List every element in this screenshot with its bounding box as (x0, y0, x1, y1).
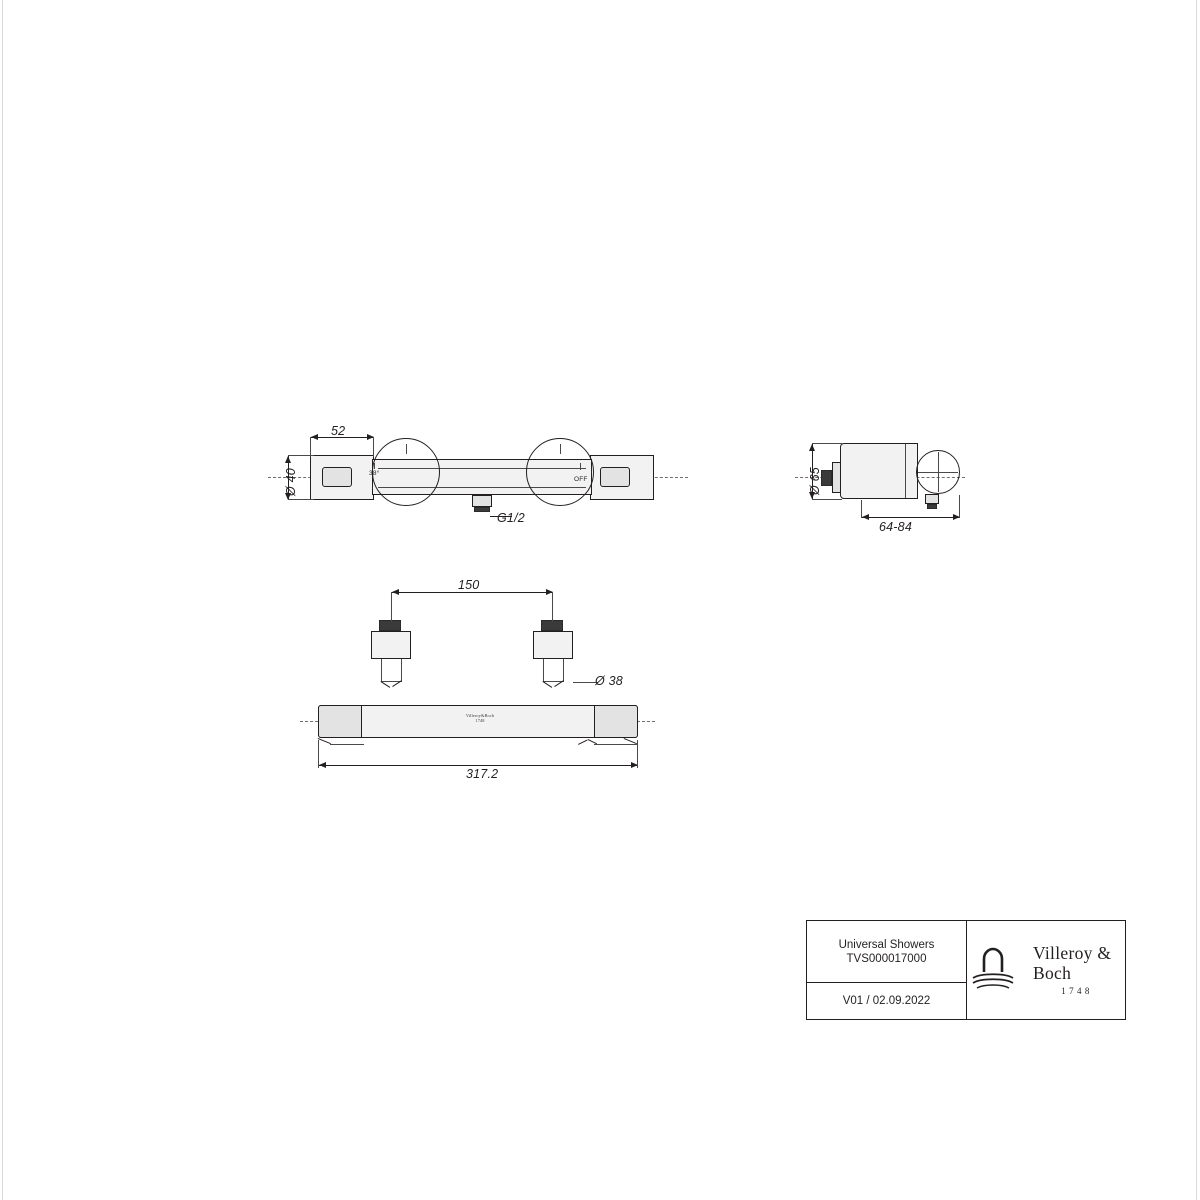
dim-arrow-150-left (392, 589, 399, 595)
titleblock (806, 920, 1126, 1020)
dim-arrow-64-84-left (862, 514, 869, 520)
ext-line-64-84-right (959, 495, 960, 518)
temperature-handle-grip (322, 467, 352, 487)
body-logo (460, 714, 500, 723)
handle-knob-side-axis (918, 472, 958, 473)
brand-name: Villeroy & Boch (1033, 943, 1112, 984)
ext-line-52-right (373, 437, 374, 457)
bar-foot-left (318, 738, 331, 744)
inlet-cone-right-b (563, 659, 564, 681)
dim-text-150: 150 (458, 578, 480, 592)
temperature-setpoint-label: 38° (369, 470, 380, 477)
ext-line-dia65-bottom (812, 499, 842, 500)
dim-line-64-84 (861, 517, 960, 518)
flow-off-tick (580, 463, 581, 470)
ext-line-dia40-bottom (288, 499, 314, 500)
mixer-bar-front-right-cap (594, 705, 638, 738)
inlet-cone-left-a (381, 659, 382, 681)
dim-text-64-84: 64-84 (879, 520, 912, 534)
dim-arrow-317-left (319, 762, 326, 768)
inlet-cone-right-a (543, 659, 544, 681)
dim-text-dia38: Ø 38 (595, 674, 623, 688)
body-logo-year: 1748 (475, 717, 485, 723)
ext-line-150-right (552, 592, 553, 622)
flow-handle-grip (600, 467, 630, 487)
body-logo-name: Villeroy&Boch (465, 713, 495, 718)
titleblock-product (807, 921, 966, 983)
vb-mercury-logo-icon (967, 946, 1019, 994)
ext-line-52-left (310, 437, 311, 457)
titleblock-brand (967, 921, 1125, 1019)
ext-line-64-84-left (861, 500, 862, 518)
temperature-knob-index (406, 444, 407, 454)
inlet-cone-left-chamfer-a (380, 681, 390, 688)
outlet-shoulder-front (578, 740, 587, 745)
article-number: TVS000017000 (846, 952, 927, 965)
mixer-body-side-edge (905, 444, 906, 498)
titleblock-info (807, 921, 967, 1019)
brand-wordmark (1033, 943, 1121, 997)
bar-foot-left-base (330, 744, 364, 745)
dim-text-dia40: Ø 40 (284, 468, 298, 496)
temperature-setpoint-tick (374, 463, 375, 469)
dim-arrow-dia65-top (809, 444, 815, 451)
ext-line-dia40-top (288, 455, 314, 456)
inlet-escutcheon-right (533, 631, 573, 659)
ext-line-317-right (637, 740, 638, 768)
mixer-bar-front-left-cap (318, 705, 362, 738)
inlet-thread-left (379, 620, 401, 631)
inlet-cone-right-chamfer-a (542, 681, 552, 688)
ext-line-317-left (318, 740, 319, 768)
flow-off-label: OFF (574, 476, 588, 483)
ext-line-dia65-top (812, 443, 842, 444)
product-family: Universal Showers (838, 938, 935, 951)
revision-text: V01 / 02.09.2022 (842, 995, 931, 1007)
bar-foot-right-base (594, 744, 638, 745)
titleblock-revision (807, 983, 966, 1019)
dim-text-52: 52 (331, 424, 346, 438)
sheet-border-left (2, 0, 3, 1200)
outlet-stub-side (925, 494, 939, 504)
label-g12: G1/2 (497, 511, 525, 525)
brand-year: 1748 (1061, 986, 1093, 997)
outlet-shoulder-front-b (588, 739, 597, 744)
sheet-border-right (1196, 0, 1197, 1200)
dim-arrow-dia40-top (285, 456, 291, 463)
dim-arrow-52-left (311, 434, 318, 440)
flow-knob-index (560, 444, 561, 454)
inlet-cone-left-b (401, 659, 402, 681)
dim-text-dia65: Ø 65 (808, 467, 822, 495)
dim-line-150 (391, 592, 553, 593)
inlet-escutcheon-left (371, 631, 411, 659)
inlet-thread-side (821, 470, 832, 486)
ext-line-150-left (391, 592, 392, 622)
dim-text-317: 317.2 (466, 767, 499, 781)
outlet-thread-side (927, 504, 937, 509)
outlet-spigot (472, 495, 492, 507)
dim-line-317 (318, 765, 638, 766)
outlet-thread (474, 507, 490, 512)
mixer-body-side (840, 443, 918, 499)
